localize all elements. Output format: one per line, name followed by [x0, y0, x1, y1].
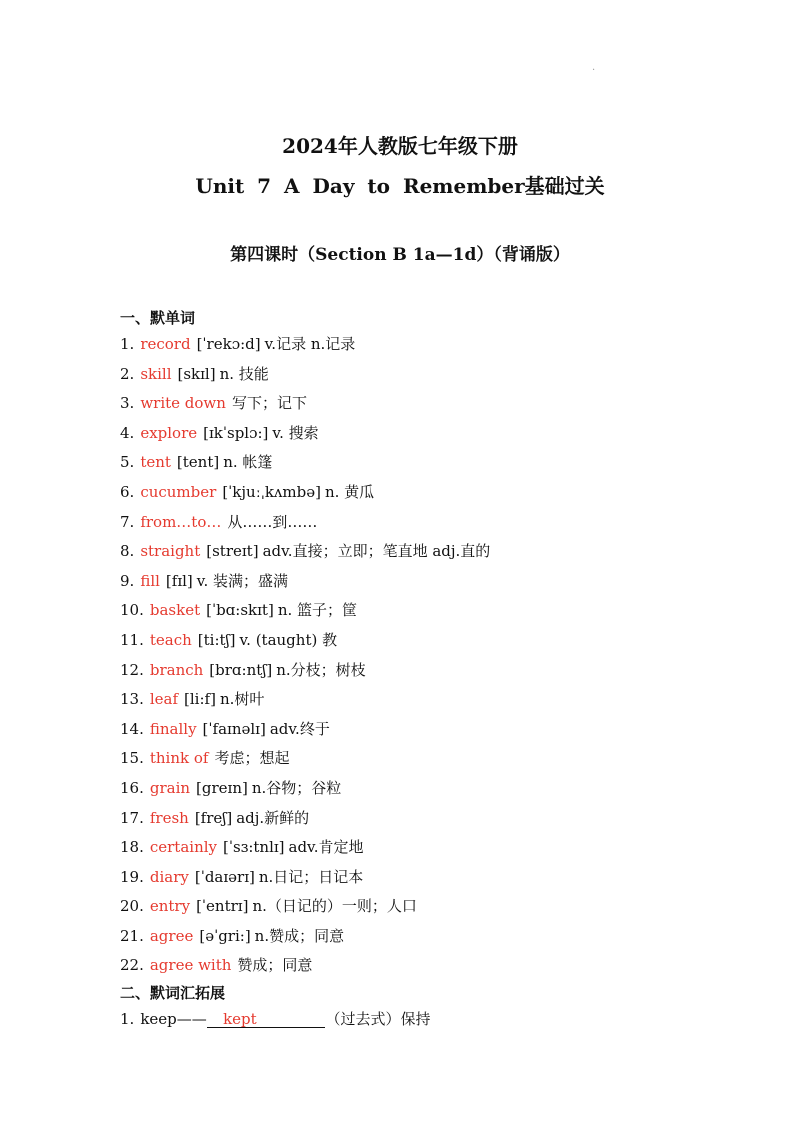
item-number: 10.: [120, 601, 144, 620]
vocabulary-item: [120, 777, 490, 807]
phonetic: [streɪt]: [206, 542, 259, 561]
vocabulary-item: [120, 925, 490, 955]
vocabulary-item: [120, 836, 490, 866]
meaning: n.分枝；树枝: [276, 660, 366, 679]
phonetic: [brɑ:ntʃ]: [209, 660, 273, 679]
vocabulary-item: [120, 451, 490, 481]
vocabulary-term: tent: [140, 453, 171, 472]
phonetic: [ˈbɑ:skɪt]: [206, 601, 274, 620]
vocabulary-item: [120, 895, 490, 925]
vocabulary-item: [120, 599, 490, 629]
vocabulary-term: certainly: [149, 838, 218, 857]
meaning: adv.直接；立即；笔直地 adj.直的: [262, 542, 491, 561]
vocabulary-item: [120, 333, 490, 363]
phonetic: [ˈsɜ:tnlɪ]: [223, 838, 285, 857]
item-number: 5.: [120, 453, 135, 472]
vocabulary-item: [120, 629, 490, 659]
extension-item: [120, 1008, 430, 1029]
meaning: 从……到……: [227, 512, 318, 531]
phonetic: [tent]: [176, 453, 220, 472]
meaning: adv.终于: [269, 719, 330, 738]
vocabulary-item: [120, 807, 490, 837]
meaning: 写下；记下: [231, 394, 307, 413]
item-number: 1.: [120, 335, 135, 353]
phonetic: [ˈfaɪnəlɪ]: [202, 719, 266, 738]
phonetic: [ˈentrɪ]: [196, 897, 249, 916]
meaning: v. 装满；盛满: [196, 571, 289, 590]
page-mark: .: [592, 62, 596, 73]
phonetic: [skɪl]: [177, 364, 216, 383]
vocabulary-term: explore: [140, 423, 198, 442]
meaning: n. 技能: [219, 364, 269, 383]
meaning: n.日记；日记本: [258, 867, 364, 886]
meaning: adj.新鲜的: [236, 808, 310, 827]
vocabulary-term: finally: [149, 719, 197, 738]
item-number: 20.: [120, 897, 144, 916]
vocabulary-item: [120, 659, 490, 689]
phonetic: [freʃ]: [194, 808, 233, 827]
phonetic: [ɪkˈsplɔ:]: [203, 423, 269, 442]
phonetic: [ˈrekɔ:d]: [196, 335, 261, 353]
vocabulary-term: agree: [149, 926, 194, 945]
vocabulary-term: teach: [149, 630, 192, 649]
item-number: 7.: [120, 512, 135, 531]
vocabulary-term: diary: [149, 867, 189, 886]
vocabulary-item: [120, 747, 490, 777]
phonetic: [ˈdaɪərɪ]: [194, 867, 255, 886]
item-number: 22.: [120, 956, 144, 975]
item-number: 17.: [120, 808, 144, 827]
phonetic: [ti:tʃ]: [197, 630, 236, 649]
meaning: v. 搜索: [272, 423, 319, 442]
meaning: 赞成；同意: [237, 956, 313, 975]
vocabulary-term: leaf: [149, 690, 179, 709]
item-number: 12.: [120, 660, 144, 679]
vocabulary-term: fill: [140, 571, 160, 590]
vocabulary-term: basket: [149, 601, 201, 620]
unit-title: Unit 7 A Day to Remember基础过关: [195, 174, 605, 198]
phonetic: [greɪn]: [196, 778, 248, 797]
item-number: 18.: [120, 838, 144, 857]
vocabulary-item: [120, 954, 490, 984]
vocabulary-term: entry: [149, 897, 191, 916]
item-number: 19.: [120, 867, 144, 886]
meaning: n.谷物；谷粒: [251, 778, 342, 797]
meaning: n.赞成；同意: [254, 926, 345, 945]
page-title: 2024年人教版七年级下册: [282, 134, 518, 158]
meaning: n. 篮子；筐: [277, 601, 358, 620]
vocabulary-term: record: [140, 335, 191, 353]
vocabulary-item: [120, 481, 490, 511]
vocabulary-list: [120, 333, 490, 984]
section-heading-extension: 二、默词汇拓展: [120, 984, 226, 1002]
meaning: adv.肯定地: [288, 838, 364, 857]
meaning: 考虑；想起: [214, 749, 290, 768]
section-heading-vocabulary: 一、默单词: [120, 309, 196, 327]
vocabulary-item: [120, 392, 490, 422]
vocabulary-term: think of: [149, 749, 209, 768]
phonetic: [fɪl]: [165, 571, 193, 590]
meaning: v.记录 n.记录: [264, 335, 356, 353]
vocabulary-term: grain: [149, 778, 191, 797]
item-number: 13.: [120, 690, 144, 709]
vocabulary-item: [120, 363, 490, 393]
vocabulary-item: [120, 511, 490, 541]
vocabulary-term: agree with: [149, 956, 232, 975]
vocabulary-item: [120, 422, 490, 452]
vocabulary-term: straight: [140, 542, 201, 561]
item-number: 15.: [120, 749, 144, 768]
base-word: keep——: [140, 1010, 207, 1028]
item-number: 9.: [120, 571, 135, 590]
item-number: 21.: [120, 926, 144, 945]
answer-note: （过去式）保持: [325, 1010, 431, 1028]
lesson-subtitle: 第四课时（Section B 1a—1d）（背诵版）: [230, 245, 570, 265]
phonetic: [li:f]: [184, 690, 216, 709]
vocabulary-term: branch: [149, 660, 204, 679]
item-number: 2.: [120, 364, 135, 383]
vocabulary-term: cucumber: [140, 482, 217, 501]
vocabulary-term: skill: [140, 364, 172, 383]
meaning: n. 帐篷: [223, 453, 273, 472]
phonetic: [ˈkjuːˌkʌmbə]: [222, 482, 321, 501]
vocabulary-item: [120, 688, 490, 718]
item-number: 8.: [120, 542, 135, 561]
meaning: n. 黄瓜: [324, 482, 375, 501]
item-number: 11.: [120, 630, 144, 649]
item-number: 3.: [120, 394, 135, 413]
vocabulary-term: from…to…: [140, 512, 222, 531]
meaning: v. (taught) 教: [239, 630, 338, 649]
vocabulary-term: fresh: [149, 808, 189, 827]
vocabulary-item: [120, 540, 490, 570]
meaning: n.树叶: [219, 690, 265, 709]
answer-text: kept: [223, 1010, 257, 1028]
item-number: 1.: [120, 1010, 135, 1028]
vocabulary-term: write down: [140, 394, 226, 413]
vocabulary-item: [120, 718, 490, 748]
item-number: 14.: [120, 719, 144, 738]
vocabulary-item: [120, 866, 490, 896]
item-number: 6.: [120, 482, 135, 501]
item-number: 4.: [120, 423, 135, 442]
meaning: n.（日记的）一则；人口: [252, 897, 417, 916]
answer-blank: [207, 1011, 326, 1028]
phonetic: [əˈgri:]: [199, 926, 251, 945]
vocabulary-item: [120, 570, 490, 600]
item-number: 16.: [120, 778, 144, 797]
